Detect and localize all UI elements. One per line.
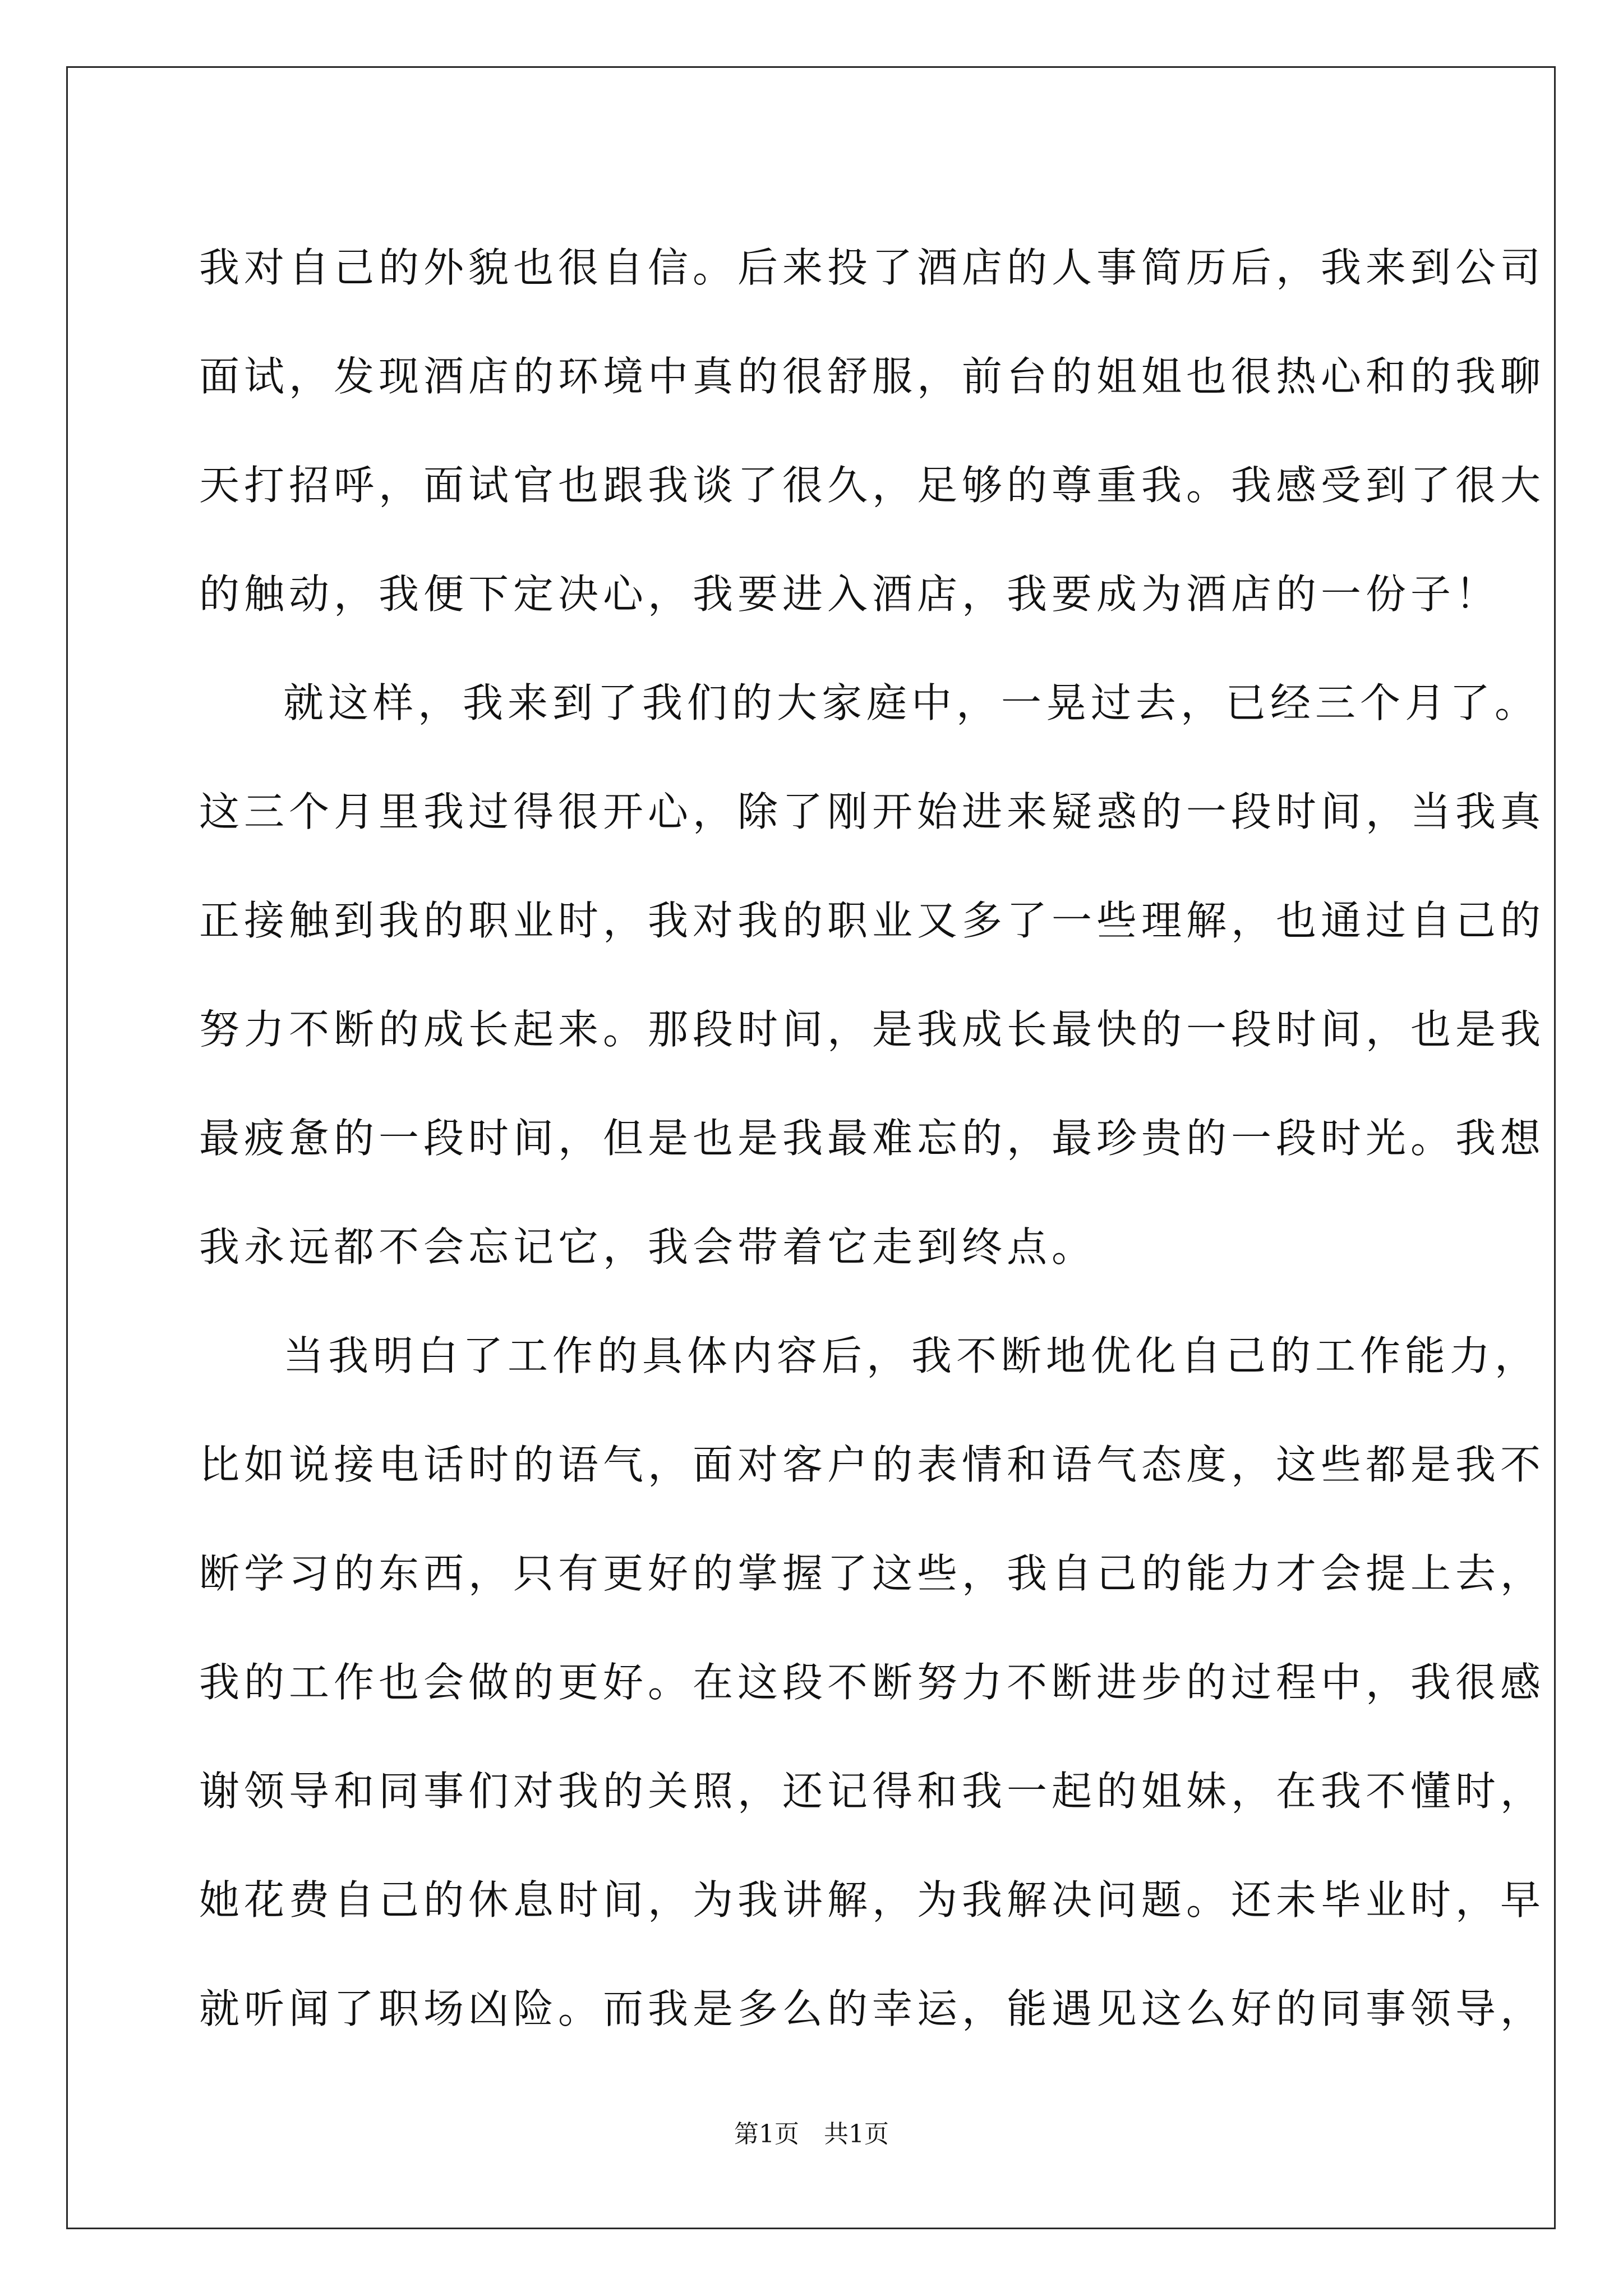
page-number: 第1页 共1页	[734, 2120, 889, 2148]
text-line: 面试，发现酒店的环境中真的很舒服，前台的姐姐也很热心和的我聊	[199, 353, 1546, 400]
paragraph-first-line: 当我明白了工作的具体内容后，我不断地优化自己的工作能力，	[283, 1332, 1540, 1379]
text-line: 断学习的东西，只有更好的掌握了这些，我自己的能力才会提上去，	[199, 1550, 1546, 1597]
text-line: 我永远都不会忘记它，我会带着它走到终点。	[199, 1223, 1097, 1271]
text-line: 天打招呼，面试官也跟我谈了很久，足够的尊重我。我感受到了很大	[199, 462, 1546, 509]
text-line: 就听闻了职场凶险。而我是多么的幸运，能遇见这么好的同事领导，	[199, 1985, 1546, 2032]
document-body	[199, 213, 1546, 2063]
text-line: 谢领导和同事们对我的关照，还记得和我一起的姐妹，在我不懂时，	[199, 1768, 1546, 1815]
text-line: 的触动，我便下定决心，我要进入酒店，我要成为酒店的一份子！	[199, 570, 1501, 618]
text-line: 最疲惫的一段时间，但是也是我最难忘的，最珍贵的一段时光。我想	[199, 1115, 1546, 1162]
text-line: 比如说接电话时的语气，面对客户的表情和语气态度，这些都是我不	[199, 1441, 1546, 1488]
text-line: 这三个月里我过得很开心，除了刚开始进来疑惑的一段时间，当我真	[199, 788, 1546, 835]
paragraph-first-line: 就这样，我来到了我们的大家庭中，一晃过去，已经三个月了。	[283, 679, 1540, 726]
text-line: 我的工作也会做的更好。在这段不断努力不断进步的过程中，我很感	[199, 1659, 1546, 1706]
text-line: 我对自己的外貌也很自信。后来投了酒店的人事简历后，我来到公司	[199, 244, 1546, 291]
text-line: 她花费自己的休息时间，为我讲解，为我解决问题。还未毕业时，早	[199, 1876, 1546, 1924]
text-line: 正接触到我的职业时，我对我的职业又多了一些理解，也通过自己的	[199, 897, 1546, 944]
text-line: 努力不断的成长起来。那段时间，是我成长最快的一段时间，也是我	[199, 1006, 1546, 1053]
